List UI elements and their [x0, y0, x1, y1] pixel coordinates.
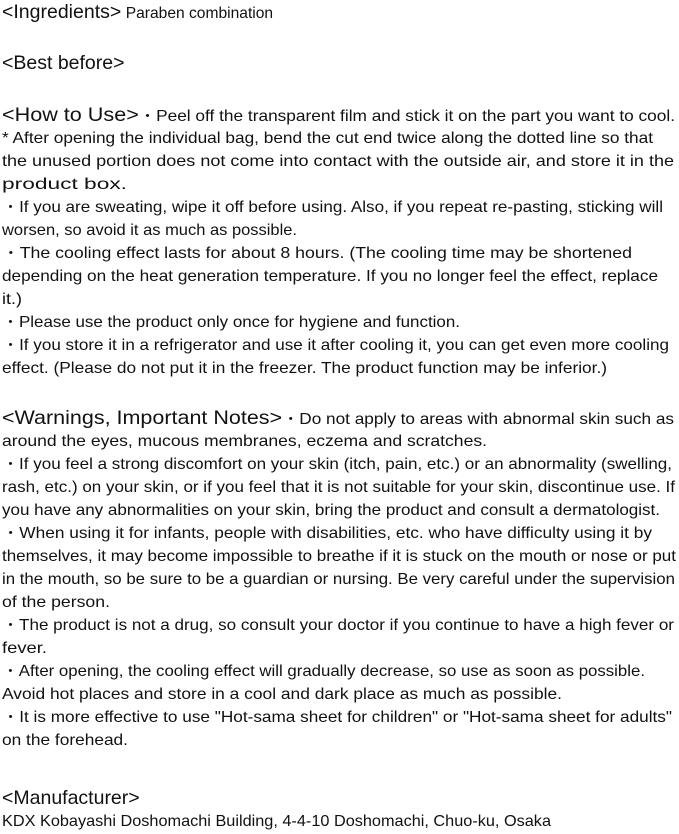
best-before-heading: <Best before> — [2, 52, 125, 74]
warnings-first-line — [2, 407, 674, 430]
how-to-use-heading: <How to Use> — [2, 104, 139, 126]
warnings-line: ・The product is not a drug, so consult your doctor if you continue to have a high fever or — [2, 617, 674, 634]
warnings-line: ・Do not apply to areas with abnormal skin such as — [282, 411, 674, 428]
how-to-use-line: depending on the heat generation temperature. If you no longer feel the effect, replace — [2, 268, 658, 285]
how-to-use-line: ・The cooling effect lasts for about 8 hours. (The cooling time may be shortened — [2, 245, 632, 262]
warnings-line: ・After opening, the cooling effect will gradually decrease, so use as soon as possible. — [2, 663, 645, 680]
warnings-line: in the mouth, so be sure to be a guardian or nursing. Be very careful under the supervision — [2, 571, 675, 588]
warnings-line: ・If you feel a strong discomfort on your skin (itch, pain, etc.) or an abnormality (swelling, — [2, 456, 672, 473]
how-to-use-line: ・If you are sweating, wipe it off before using. Also, if you repeat re-pasting, sticking will — [2, 199, 663, 216]
warnings-heading: <Warnings, Important Notes> — [2, 407, 283, 429]
manufacturer-address: KDX Kobayashi Doshomachi Building, 4-4-10 Doshomachi, Chuo-ku, Osaka — [2, 813, 551, 830]
warnings-line: around the eyes, mucous membranes, eczema and scratches. — [2, 433, 487, 450]
warnings-line: Avoid hot places and store in a cool and dark place as much as possible. — [2, 686, 562, 703]
how-to-use-line: worsen, so avoid it as much as possible. — [2, 222, 297, 239]
how-to-use-line: effect. (Please do not put it in the freezer. The product function may be inferior.) — [2, 360, 607, 377]
how-to-use-line: product box. — [2, 176, 127, 193]
warnings-line: you have any abnormalities on your skin, bring the product and consult a dermatologist. — [2, 502, 660, 519]
warnings-line: ・When using it for infants, people with disabilities, etc. who have difficulty using it by — [2, 525, 652, 542]
how-to-use-first-line — [2, 104, 675, 127]
warnings-line: rash, etc.) on your skin, or if you feel that it is not suitable for your skin, discontinue use. If — [2, 479, 675, 496]
ingredients-heading: <Ingredients> — [2, 1, 122, 23]
ingredients-value: Paraben combination — [125, 5, 274, 22]
manufacturer-heading: <Manufacturer> — [2, 787, 140, 809]
ingredients-section — [2, 0, 273, 24]
warnings-line: fever. — [2, 640, 48, 657]
how-to-use-line: the unused portion does not come into contact with the outside air, and store it in the — [2, 153, 674, 170]
how-to-use-line: ・If you store it in a refrigerator and use it after cooling it, you can get even more cooling — [2, 337, 669, 354]
how-to-use-line: ・Peel off the transparent film and stick it on the part you want to cool. — [138, 108, 675, 125]
warnings-line: of the person. — [2, 594, 111, 611]
warnings-line: on the forehead. — [2, 732, 128, 749]
how-to-use-line: ・Please use the product only once for hygiene and function. — [2, 314, 460, 331]
warnings-line: themselves, it may become impossible to breathe if it is stuck on the mouth or nose or put — [2, 548, 676, 565]
warnings-line: ・It is more effective to use "Hot-sama sheet for children" or "Hot-sama sheet for adults" — [2, 709, 672, 726]
how-to-use-line: * After opening the individual bag, bend the cut end twice along the dotted line so that — [2, 130, 653, 147]
how-to-use-line: it.) — [2, 291, 22, 308]
